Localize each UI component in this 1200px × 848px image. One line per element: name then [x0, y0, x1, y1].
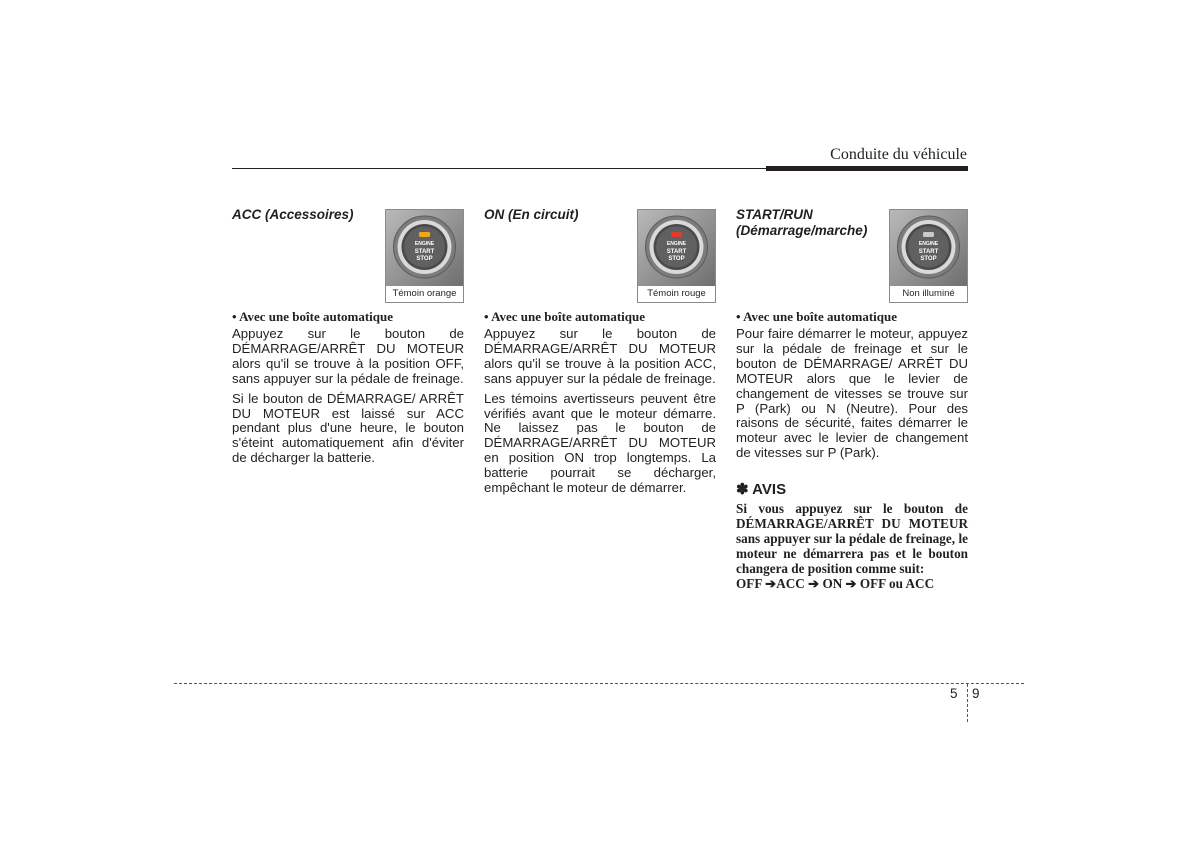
paragraph: Les témoins avertisseurs peuvent être vérifiés avant que le moteur démarre. Ne laissez pas le bouton de DÉMARRAGE/ARRÊT DU MOTEUR en position ON trop longtemps. La batterie pourrait se décharger, empêchant le moteur de démarrer. [484, 390, 716, 496]
bullet-heading: • Avec une boîte automatique [484, 309, 646, 324]
notice-heading: ✽ AVIS [736, 481, 787, 499]
svg-text:START: START [666, 249, 687, 255]
engine-start-stop-icon [386, 210, 463, 286]
start-button-photo [637, 209, 716, 303]
start-button-photo [385, 209, 464, 303]
svg-text:ENGINE: ENGINE [666, 241, 687, 247]
svg-text:STOP: STOP [920, 256, 937, 262]
photo-caption: Non illuminé [902, 288, 955, 299]
start-button-photo [889, 209, 968, 303]
notice-sequence: OFF ➔ACC ➔ ON ➔ OFF ou ACC [736, 576, 935, 592]
paragraph: Appuyez sur le bouton de DÉMARRAGE/ARRÊT DU MOTEUR alors qu'il se trouve à la position ACC, sans appuyer sur la pédale de freinage. [484, 326, 716, 386]
svg-text:STOP: STOP [668, 256, 685, 262]
svg-text:START: START [918, 249, 939, 255]
notice-text: Si vous appuyez sur le bouton de DÉMARRAGE/ARRÊT DU MOTEUR sans appuyer sur la pédale de freinage, le moteur ne démarrera pas et le bouton changera de position comme suit: [736, 501, 968, 577]
bullet-heading: • Avec une boîte automatique [232, 309, 394, 324]
photo-caption: Témoin rouge [647, 288, 706, 299]
section-title: ACC (Accessoires) [232, 207, 354, 222]
page-header-title: Conduite du véhicule [830, 146, 967, 163]
section-title: START/RUN (Démarrage/marche) [736, 207, 868, 238]
svg-text:START: START [414, 249, 435, 255]
header-rule-bar [766, 166, 968, 171]
section-body [484, 309, 716, 501]
engine-start-stop-icon [638, 210, 715, 286]
section-body [232, 309, 464, 471]
svg-text:ENGINE: ENGINE [918, 241, 939, 247]
paragraph: Pour faire démarrer le moteur, appuyez sur la pédale de freinage et sur le bouton de DÉMARRAGE/ ARRÊT DU MOTEUR alors que le levier de changement de vitesses se trouve sur P (Park) ou N (Neutre). Pour des raisons de sécurité, faites démarrer le moteur avec le levier de changement de vitesses sur P (Park). [736, 326, 968, 461]
paragraph: Appuyez sur le bouton de DÉMARRAGE/ARRÊT DU MOTEUR alors qu'il se trouve à la position OFF, sans appuyer sur la pédale de freinage. [232, 326, 464, 386]
svg-text:ENGINE: ENGINE [414, 241, 435, 247]
page-number: 9 [972, 686, 980, 701]
photo-caption: Témoin orange [392, 288, 457, 299]
footer-rule [174, 683, 1024, 684]
paragraph: Si le bouton de DÉMARRAGE/ ARRÊT DU MOTEUR est laissé sur ACC pendant plus d'une heure, le bouton s'éteint automatiquement afin d'éviter de décharger la batterie. [232, 390, 464, 466]
section-body [736, 309, 968, 591]
footer-divider [967, 684, 968, 722]
bullet-heading: • Avec une boîte automatique [736, 309, 898, 324]
section-title: ON (En circuit) [484, 207, 579, 222]
svg-text:STOP: STOP [416, 256, 433, 262]
chapter-number: 5 [950, 686, 958, 701]
engine-start-stop-icon [890, 210, 967, 286]
